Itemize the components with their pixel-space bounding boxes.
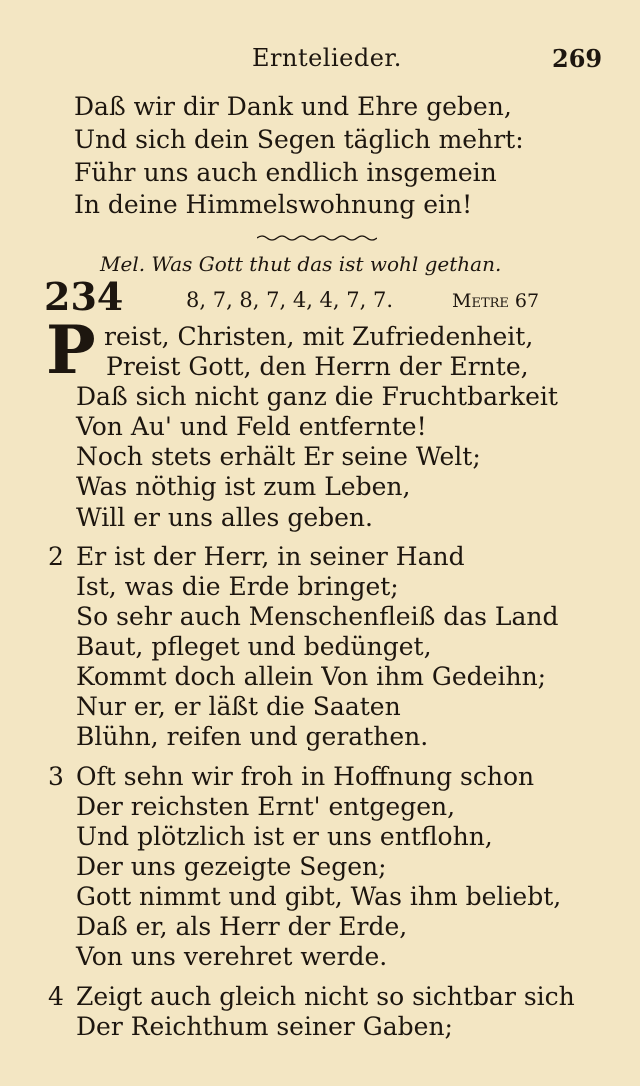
verse-line: Zeigt auch gleich nicht so sichtbar sich (76, 982, 575, 1011)
verse-line: Preist Gott, den Herrn der Ernte, (106, 352, 529, 381)
verse-line: Führ uns auch endlich insgemein (74, 158, 497, 187)
stanza-number: 4 (48, 982, 64, 1011)
verse-line: Daß er, als Herr der Erde, (76, 912, 408, 941)
verse-line: Oft sehn wir froh in Hoffnung schon (76, 762, 535, 791)
verse-line: Von uns verehret werde. (76, 942, 388, 971)
meter-pattern: 8, 7, 8, 7, 4, 4, 7, 7. (186, 288, 394, 312)
verse-line: Was nöthig ist zum Leben, (76, 472, 411, 501)
hymn-number: 234 (44, 274, 124, 319)
verse-line: Und sich dein Segen täglich mehrt: (74, 125, 524, 154)
stanza-number: 2 (48, 542, 64, 571)
verse-line: Kommt doch allein Von ihm Gedeihn; (76, 662, 547, 691)
drop-cap: P (46, 311, 96, 389)
tune-reference: Mel. Was Gott thut das ist wohl gethan. (100, 252, 502, 276)
verse-line: Der reichsten Ernt' entgegen, (76, 792, 456, 821)
verse-line: So sehr auch Menschenfleiß das Land (76, 602, 559, 631)
metre-label: Metre 67 (452, 290, 540, 312)
verse-line: reist, Christen, mit Zufriedenheit, (104, 322, 534, 351)
verse-line: Baut, pfleget und bedünget, (76, 632, 432, 661)
verse-line: Ist, was die Erde bringet; (76, 572, 399, 601)
verse-line: Nur er, er läßt die Saaten (76, 692, 401, 721)
running-title: Erntelieder. (252, 44, 402, 72)
verse-line: Der uns gezeigte Segen; (76, 852, 387, 881)
verse-line: Und plötzlich ist er uns entflohn, (76, 822, 493, 851)
verse-line: Daß sich nicht ganz die Fruchtbarkeit (76, 382, 558, 411)
verse-line: Noch stets erhält Er seine Welt; (76, 442, 481, 471)
verse-line: Von Au' und Feld entfernte! (76, 412, 427, 441)
verse-line: Blühn, reifen und gerathen. (76, 722, 429, 751)
wavy-divider (257, 234, 377, 242)
verse-line: Der Reichthum seiner Gaben; (76, 1012, 453, 1041)
verse-line: Daß wir dir Dank und Ehre geben, (74, 92, 512, 121)
verse-line: Will er uns alles geben. (76, 503, 373, 532)
stanza-number: 3 (48, 762, 64, 791)
verse-line: Gott nimmt und gibt, Was ihm beliebt, (76, 882, 562, 911)
verse-line: In deine Himmelswohnung ein! (74, 190, 473, 219)
page-number: 269 (552, 44, 603, 73)
verse-line: Er ist der Herr, in seiner Hand (76, 542, 465, 571)
